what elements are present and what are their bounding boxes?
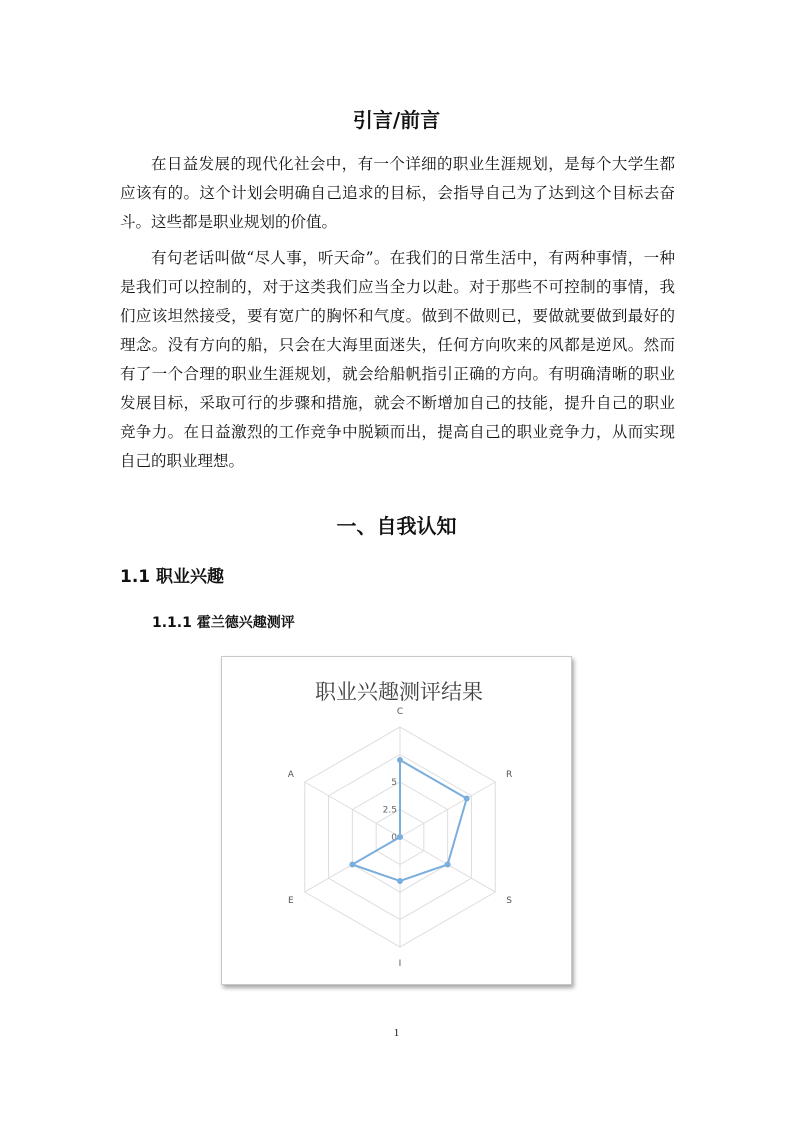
category-label: I — [398, 959, 402, 969]
section-title: 一、自我认知 — [336, 514, 457, 538]
radar-data-point — [349, 862, 355, 868]
intro-paragraph-2: 有句老话叫做“尽人事，听天命”。在我们的日常生活中，有两种事情，一种是我们可以控制的，对于这类我们应当全力以赴。对于那些不可控制的事情，我们应该坦然接受，要有宽广的胸怀和气度。做到不做则已，要做就要做到最好的理念。没有方向的船，只会在大海里面迷失，任何方向吹来的风都是逆风。然而有了一个合理的职业生涯规划，就会给船帆指引正确的方向。有明确清晰的职业发展目标，采取可行的步骤和措施，就会不断增加自己的技能，提升自己的职业竞争力。在日益激烈的工作竞争中脱颖而出，提高自己的职业竞争力，从而实现自己的职业理想。 — [120, 249, 675, 470]
category-label: E — [288, 896, 294, 906]
subsubsection-title: 1.1.1 霍兰德兴趣测评 — [152, 615, 295, 631]
chart-title: 职业兴趣测评结果 — [315, 680, 483, 704]
category-label: S — [506, 896, 512, 906]
intro-title: 引言/前言 — [352, 108, 441, 132]
radial-tick-label: 0 — [391, 833, 397, 843]
radial-tick-label: 5 — [391, 778, 397, 788]
radar-data-point — [397, 834, 403, 840]
radar-data-point — [397, 878, 403, 884]
radar-data-point — [464, 796, 470, 802]
category-label: A — [287, 770, 294, 780]
radar-chart-figure — [221, 656, 572, 985]
subsection-title: 1.1 职业兴趣 — [120, 567, 225, 587]
radar-data-point — [397, 757, 403, 763]
radar-chart — [222, 657, 571, 984]
radar-data-point — [445, 862, 451, 868]
page-number: 1 — [393, 1027, 400, 1039]
category-label: C — [396, 707, 404, 717]
radial-tick-label: 2.5 — [382, 805, 397, 816]
intro-paragraph-1: 在日益发展的现代化社会中，有一个详细的职业生涯规划，是每个大学生都应该有的。这个计划会明确自己追求的目标，会指导自己为了达到这个目标去奋斗。这些都是职业规划的价值。 — [120, 155, 675, 231]
category-label: R — [505, 770, 513, 780]
